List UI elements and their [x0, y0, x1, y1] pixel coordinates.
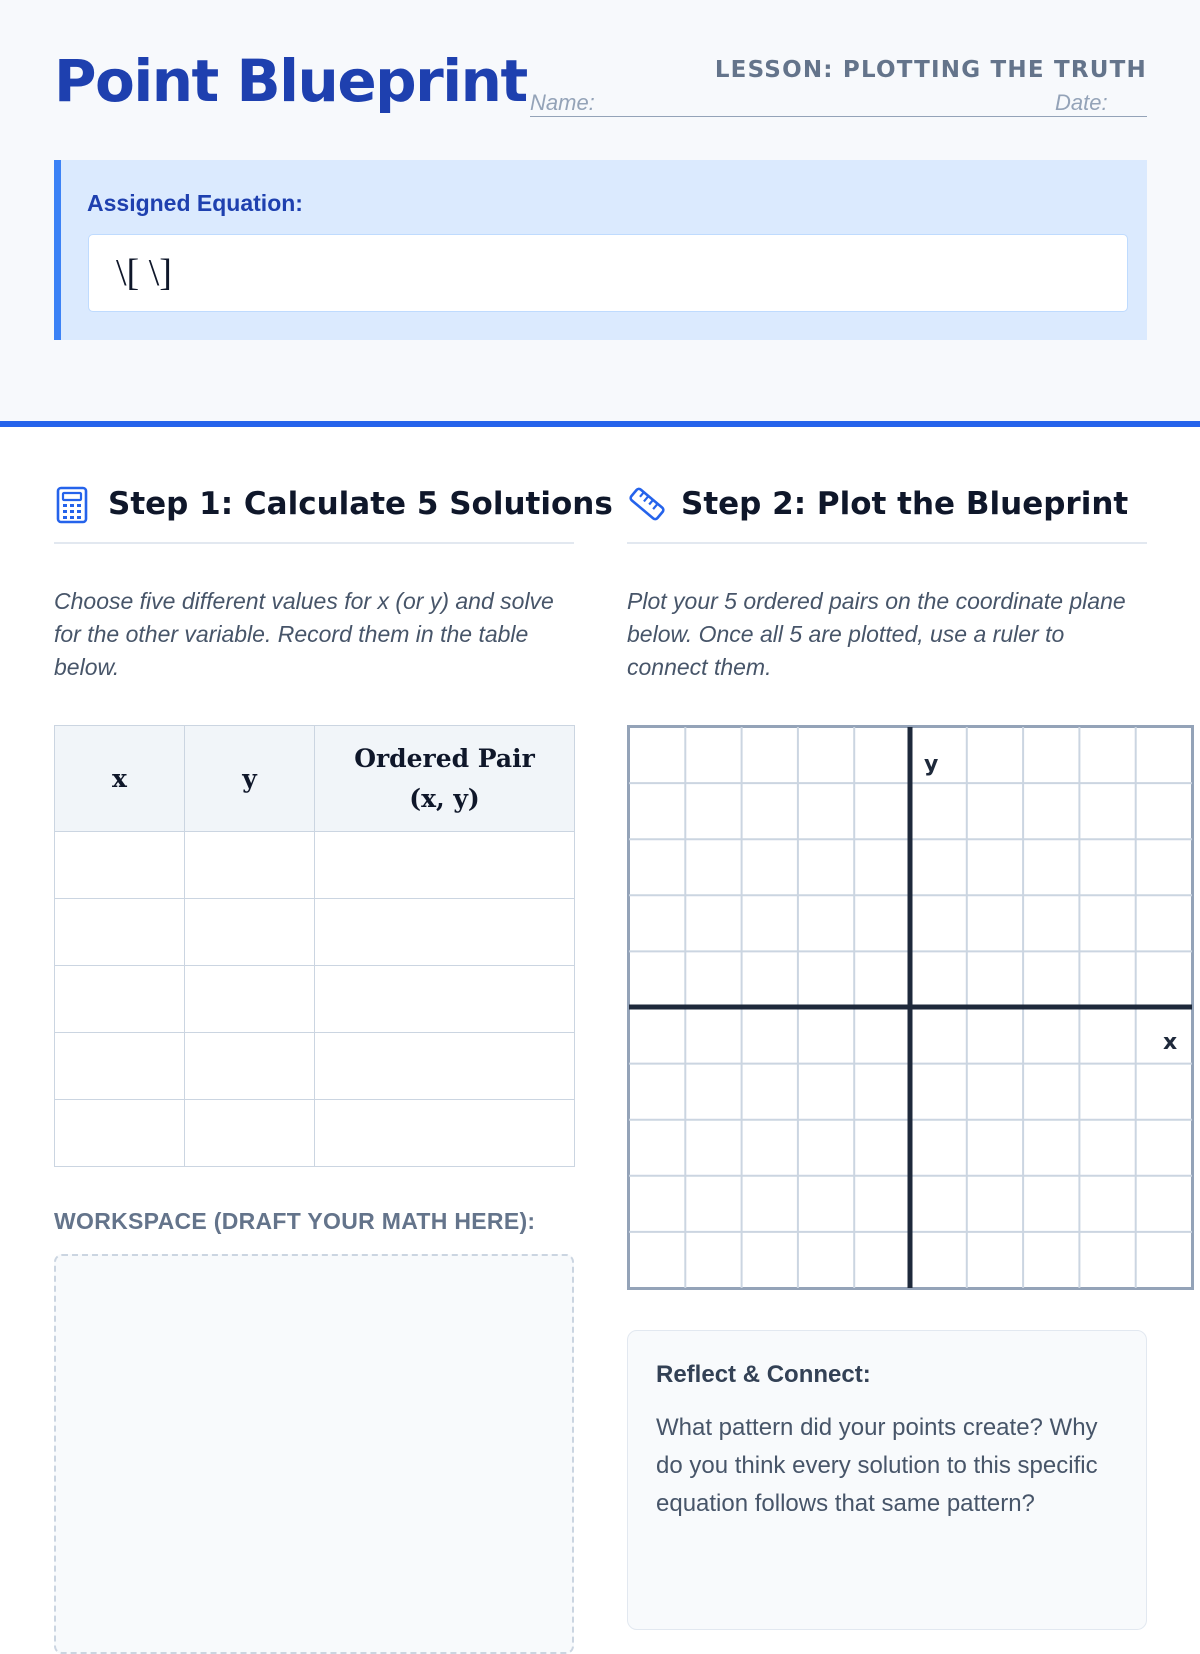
- y-cell[interactable]: [185, 1100, 315, 1167]
- name-date-line[interactable]: [530, 90, 1147, 117]
- y-cell[interactable]: [185, 899, 315, 966]
- header-divider: [0, 421, 1200, 427]
- y-axis-label: y: [924, 752, 939, 777]
- table-row: [55, 1033, 575, 1100]
- table-row: [55, 832, 575, 899]
- ruler-icon: [627, 484, 667, 524]
- x-cell[interactable]: [55, 899, 185, 966]
- pair-cell[interactable]: [315, 832, 575, 899]
- table-header-row: [55, 726, 575, 832]
- y-cell[interactable]: [185, 832, 315, 899]
- equation-label: Assigned Equation:: [87, 190, 303, 216]
- workspace-area[interactable]: [54, 1254, 574, 1654]
- calculator-icon: [54, 484, 90, 524]
- assigned-equation-box: [54, 160, 1147, 340]
- step1-title: Step 1: Calculate 5 Solutions: [108, 486, 613, 522]
- table-row: [55, 899, 575, 966]
- step1-heading: [54, 484, 613, 544]
- column-header-x: x: [55, 726, 185, 832]
- step2-heading: [627, 484, 1147, 544]
- workspace-label: WORKSPACE (DRAFT YOUR MATH HERE):: [54, 1208, 536, 1234]
- lesson-title: LESSON: PLOTTING THE TRUTH: [714, 57, 1147, 83]
- y-cell[interactable]: [185, 1033, 315, 1100]
- pair-cell[interactable]: [315, 899, 575, 966]
- x-cell[interactable]: [55, 966, 185, 1033]
- step2-title: Step 2: Plot the Blueprint: [681, 486, 1129, 522]
- page-title: Point Blueprint: [54, 47, 527, 115]
- y-cell[interactable]: [185, 966, 315, 1033]
- x-cell[interactable]: [55, 1100, 185, 1167]
- reflect-question: What pattern did your points create? Why do you think every solution to this specific equation follows that same pattern?: [656, 1414, 1098, 1517]
- table-row: [55, 966, 575, 1033]
- date-label: Date:: [1055, 90, 1108, 115]
- pair-cell[interactable]: [315, 966, 575, 1033]
- pair-cell[interactable]: [315, 1033, 575, 1100]
- step2-instructions: Plot your 5 ordered pairs on the coordinate plane below. Once all 5 are plotted, use a ruler to connect them.: [627, 588, 1126, 680]
- column-header-ordered-pair: Ordered Pair (x, y): [315, 726, 575, 832]
- reflect-title: Reflect & Connect:: [656, 1361, 871, 1388]
- coordinate-plane[interactable]: [627, 725, 1194, 1290]
- x-cell[interactable]: [55, 1033, 185, 1100]
- table-row: [55, 1100, 575, 1167]
- x-cell[interactable]: [55, 832, 185, 899]
- column-header-y: y: [185, 726, 315, 832]
- equation-field[interactable]: \[ \]: [88, 234, 1128, 312]
- name-label: Name:: [530, 90, 595, 115]
- reflect-box: [627, 1330, 1147, 1630]
- step1-instructions: Choose five different values for x (or y) and solve for the other variable. Record them in the table below.: [54, 588, 554, 680]
- solutions-table: [54, 725, 575, 1167]
- x-axis-label: x: [1163, 1030, 1178, 1055]
- pair-cell[interactable]: [315, 1100, 575, 1167]
